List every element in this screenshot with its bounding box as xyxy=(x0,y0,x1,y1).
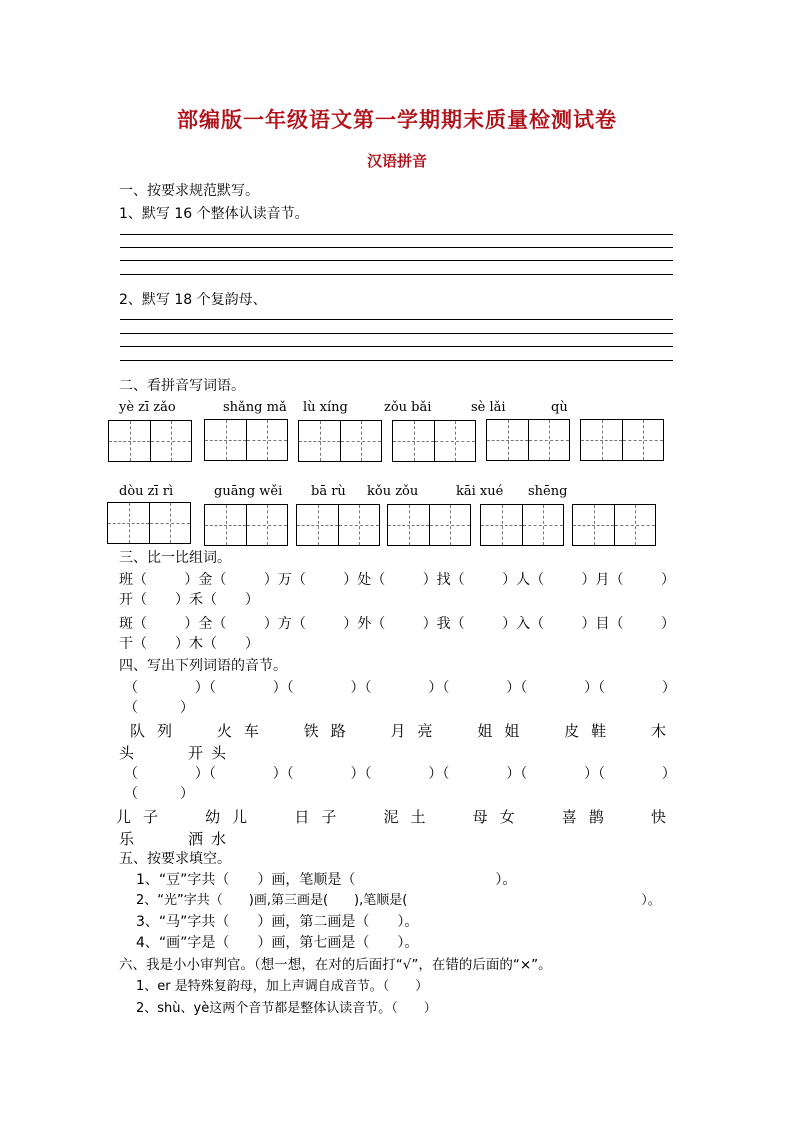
writing-grid[interactable] xyxy=(572,504,656,546)
writing-grid[interactable] xyxy=(204,504,288,546)
pinyin-label: lù xíng xyxy=(303,400,348,415)
section-1-heading: 一、按要求规范默写。 xyxy=(119,183,259,199)
pinyin-label: kǒu zǒu xyxy=(367,484,419,499)
word-row-1-cont: 头 开头 xyxy=(119,744,235,762)
page-subtitle: 汉语拼音 xyxy=(366,152,427,170)
section-5-question-1: 1、“豆”字共（ ）画，笔顺是（ ）。 xyxy=(136,872,517,888)
section-5-question-4: 4、“画”字是（ ）画，第七画是（ ）。 xyxy=(136,935,419,951)
writing-grid[interactable] xyxy=(296,504,380,546)
answer-paren-1b[interactable]: （ ） xyxy=(124,700,194,716)
writing-grid[interactable] xyxy=(107,502,191,544)
section-5-heading: 五、按要求填空。 xyxy=(119,851,231,867)
compare-row-2: 斑（ ）全（ ）方（ ）外（ ）我（ ）入（ ）目（ ） xyxy=(119,616,675,632)
compare-row-1-cont: 开（ ）禾（ ） xyxy=(119,592,259,608)
writing-grid[interactable] xyxy=(108,420,192,462)
answer-paren-2b[interactable]: （ ） xyxy=(124,786,194,802)
section-1-question-1: 1、默写 16 个整体认读音节。 xyxy=(119,206,309,222)
pinyin-label: guāng wěi xyxy=(214,484,283,499)
page-title: 部编版一年级语文第一学期期末质量检测试卷 xyxy=(177,108,617,132)
pinyin-label: qù xyxy=(551,400,568,415)
pinyin-label: dòu zī rì xyxy=(119,484,174,499)
word-row-2-cont: 乐 洒水 xyxy=(119,830,235,848)
pinyin-label: shēng xyxy=(528,484,568,499)
pinyin-label: zǒu bǎi xyxy=(384,400,432,415)
section-6-question-1: 1、er 是特殊复韵母，加上声调自成音节。（ ） xyxy=(136,979,429,994)
writing-grid[interactable] xyxy=(298,420,382,462)
writing-grid[interactable] xyxy=(392,420,476,462)
section-6-question-2: 2、shù、yè这两个音节都是整体认读音节。（ ） xyxy=(136,1001,437,1016)
writing-grid[interactable] xyxy=(480,504,564,546)
word-row-1: 队列 火车 铁路 月亮 姐姐 皮鞋 木 xyxy=(130,722,678,740)
pinyin-label: shǎng mǎ xyxy=(223,400,287,415)
writing-grid[interactable] xyxy=(580,419,664,461)
writing-grid[interactable] xyxy=(204,419,288,461)
section-6-heading: 六、我是小小审判官。（想一想，在对的后面打“√”，在错的后面的“×”。 xyxy=(119,957,552,973)
answer-paren-row-1[interactable]: （ ）（ ）（ ）（ ）（ ）（ ）（ ） xyxy=(124,680,676,696)
section-2-heading: 二、看拼音写词语。 xyxy=(119,378,245,394)
pinyin-label: yè zī zǎo xyxy=(119,400,176,415)
pinyin-label: sè lǎi xyxy=(471,400,506,415)
section-1-question-2: 2、默写 18 个复韵母、 xyxy=(119,292,267,308)
pinyin-label: kāi xué xyxy=(456,484,504,499)
section-5-question-2: 2、“光”字共（ )画,第三画是( ),笔顺是( ）。 xyxy=(136,893,661,908)
pinyin-label: bā rù xyxy=(311,484,346,499)
answer-paren-row-2[interactable]: （ ）（ ）（ ）（ ）（ ）（ ）（ ） xyxy=(124,766,676,782)
section-4-heading: 四、写出下列词语的音节。 xyxy=(119,658,287,674)
compare-row-2-cont: 干（ ）木（ ） xyxy=(119,636,259,652)
word-row-2: 儿子 幼儿 日子 泥土 母女 喜鹊 快 xyxy=(116,808,678,826)
writing-grid[interactable] xyxy=(387,504,471,546)
section-5-question-3: 3、“马”字共（ ）画，第二画是（ ）。 xyxy=(136,914,419,930)
writing-grid[interactable] xyxy=(486,419,570,461)
section-3-heading: 三、比一比组词。 xyxy=(119,550,231,566)
compare-row-1: 班（ ）金（ ）万（ ）处（ ）找（ ）人（ ）月（ ） xyxy=(119,572,675,588)
